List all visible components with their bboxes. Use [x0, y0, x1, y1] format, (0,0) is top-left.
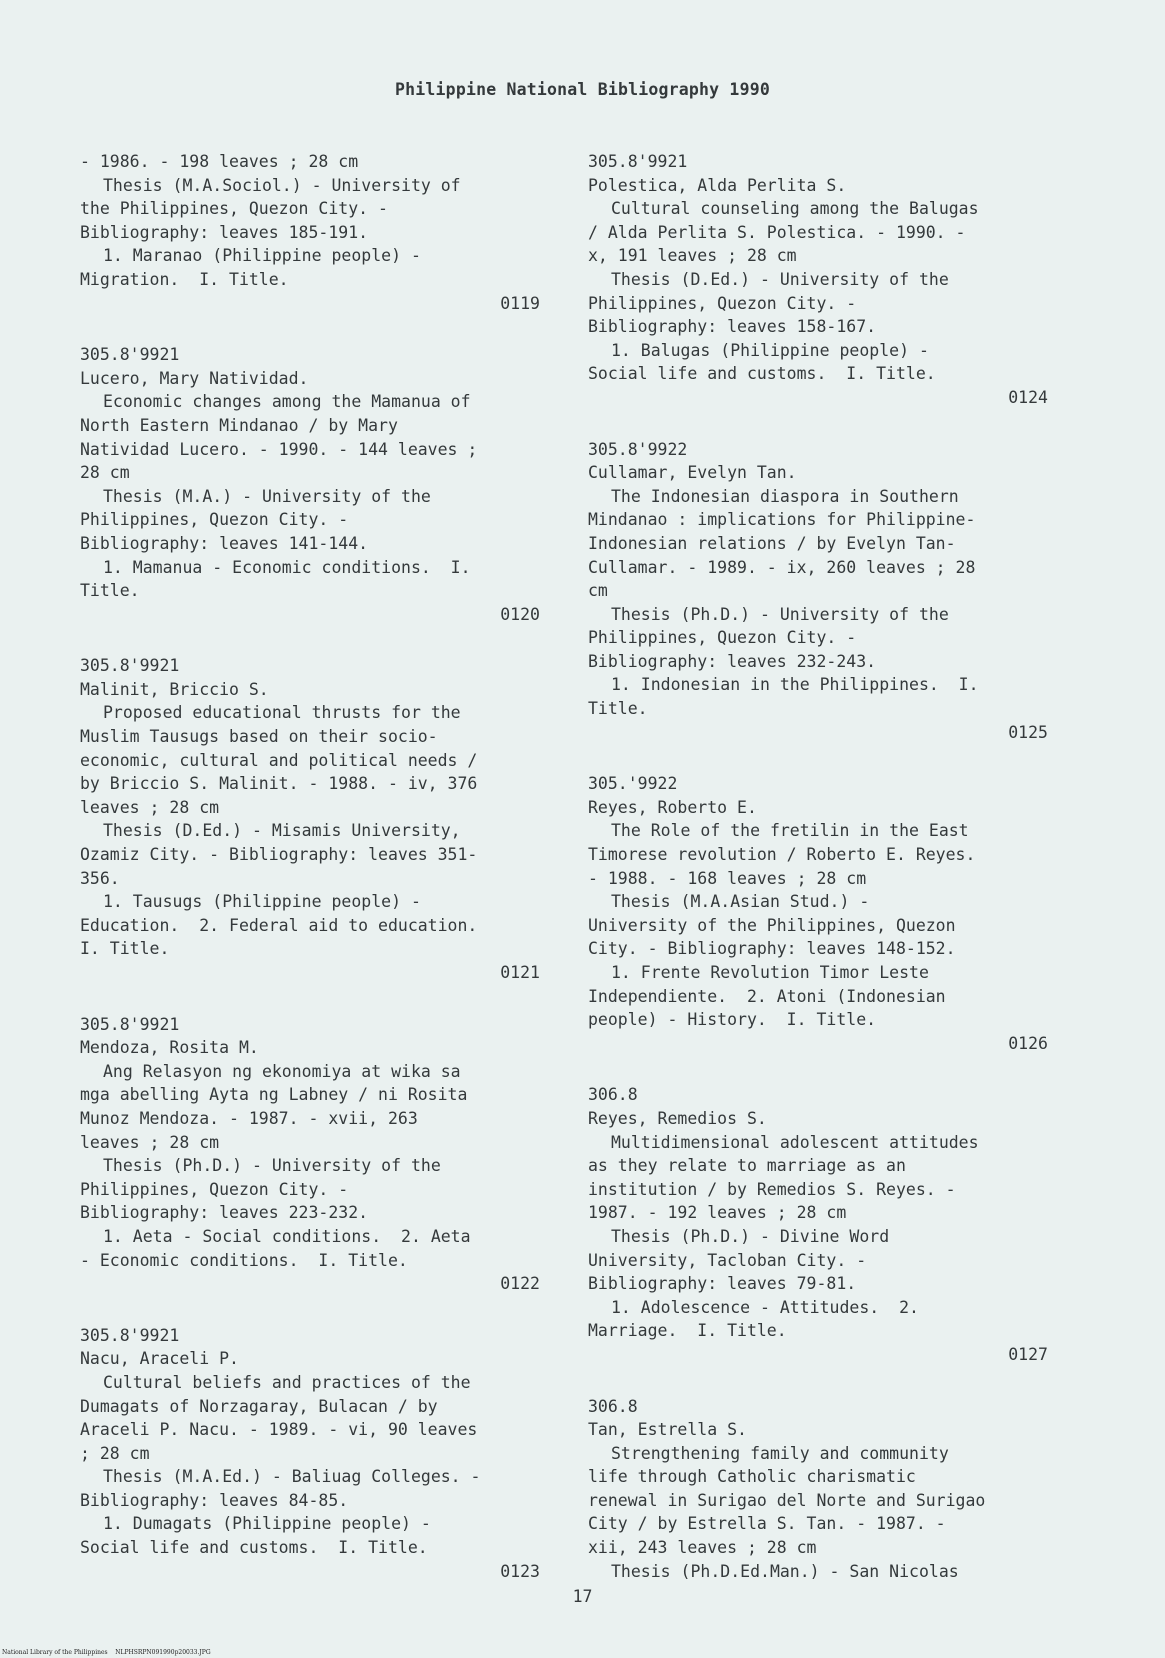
entry-line: Cullamar, Evelyn Tan.: [588, 463, 797, 483]
bibliography-entry: [588, 438, 1048, 745]
entry-line: Thesis (Ph.D.) - University of the: [611, 604, 949, 624]
entry-line: 1987. - 192 leaves ; 28 cm: [588, 1203, 847, 1223]
entry-line: University, Tacloban City. -: [588, 1250, 867, 1270]
entry-line: Reyes, Remedios S.: [588, 1108, 767, 1128]
entry-line: by Briccio S. Malinit. - 1988. - iv, 376: [80, 774, 478, 794]
entry-line: ; 28 cm: [80, 1443, 150, 1463]
entry-line: Natividad Lucero. - 1990. - 144 leaves ;: [80, 439, 478, 459]
entry-line: North Eastern Mindanao / by Mary: [80, 415, 398, 435]
entry-line: Education. 2. Federal aid to education.: [80, 915, 478, 935]
bibliography-entry: [80, 1013, 540, 1296]
entry-line: Lucero, Mary Natividad.: [80, 368, 309, 388]
entry-line: The Indonesian diaspora in Southern: [611, 486, 959, 506]
entry-line: the Philippines, Quezon City. -: [80, 199, 388, 219]
entry-line: Social life and customs. I. Title.: [588, 364, 936, 384]
entry-line: 1. Aeta - Social conditions. 2. Aeta: [103, 1226, 471, 1246]
entry-line: 1. Tausugs (Philippine people) -: [103, 892, 421, 912]
entry-line: Indonesian relations / by Evelyn Tan-: [588, 533, 956, 553]
entry-line: Mendoza, Rosita M.: [80, 1038, 259, 1058]
entry-number: 0120: [500, 604, 540, 624]
entry-line: Bibliography: leaves 158-167.: [588, 317, 877, 337]
entry-line: Muslim Tausugs based on their socio-: [80, 727, 438, 747]
entry-line: Philippines, Quezon City. -: [80, 510, 349, 530]
call-number: 306.8: [588, 1396, 638, 1416]
entry-line: Cultural counseling among the Balugas: [611, 199, 979, 219]
entry-line: 1. Maranao (Philippine people) -: [103, 246, 421, 266]
entry-line: leaves ; 28 cm: [80, 797, 220, 817]
entry-line: Thesis (D.Ed.) - University of the: [611, 269, 949, 289]
entry-line: 1. Balugas (Philippine people) -: [611, 340, 929, 360]
bibliography-entry: [80, 1324, 540, 1584]
entry-line: 1. Mamanua - Economic conditions. I.: [103, 557, 471, 577]
entry-number: 0126: [1008, 1033, 1048, 1053]
entry-line: Cultural beliefs and practices of the: [103, 1372, 471, 1392]
entry-line: Proposed educational thrusts for the: [103, 703, 461, 723]
bibliography-entry: [588, 1083, 1048, 1366]
entry-line: - 1986. - 198 leaves ; 28 cm: [80, 152, 359, 171]
entry-line: Bibliography: leaves 141-144.: [80, 533, 369, 553]
call-number: 305.8'9921: [80, 656, 180, 676]
bibliography-entry: [80, 150, 540, 315]
call-number: 306.8: [588, 1085, 638, 1105]
entry-line: as they relate to marriage as an: [588, 1156, 906, 1176]
entry-line: Thesis (M.A.Asian Stud.) -: [611, 892, 870, 912]
entry-number: 0124: [1008, 387, 1048, 407]
bibliography-entry: [588, 772, 1048, 1055]
entry-line: mga abelling Ayta ng Labney / ni Rosita: [80, 1085, 468, 1105]
entry-line: - Economic conditions. I. Title.: [80, 1250, 408, 1270]
entry-number: 0123: [500, 1561, 540, 1581]
entry-line: Munoz Mendoza. - 1987. - xvii, 263: [80, 1108, 418, 1128]
entry-number: 0125: [1008, 722, 1048, 742]
entry-line: Ozamiz City. - Bibliography: leaves 351-: [80, 845, 478, 865]
entry-line: 356.: [80, 868, 120, 888]
entry-number: 0127: [1008, 1344, 1048, 1364]
entry-line: City / by Estrella S. Tan. - 1987. -: [588, 1514, 946, 1534]
call-number: 305.'9922: [588, 774, 678, 794]
bibliography-entry: [80, 343, 540, 626]
entry-line: Thesis (D.Ed.) - Misamis University,: [103, 821, 461, 841]
entry-line: Bibliography: leaves 185-191.: [80, 222, 369, 242]
entry-line: - 1988. - 168 leaves ; 28 cm: [588, 868, 867, 888]
entry-line: Thesis (Ph.D.) - University of the: [103, 1156, 441, 1176]
entry-line: xii, 243 leaves ; 28 cm: [588, 1538, 817, 1558]
entry-line: Thesis (Ph.D.Ed.Man.) - San Nicolas: [611, 1561, 959, 1581]
entry-line: x, 191 leaves ; 28 cm: [588, 246, 797, 266]
left-column: [80, 150, 540, 1583]
entry-line: Independiente. 2. Atoni (Indonesian: [588, 986, 946, 1006]
entry-line: life through Catholic charismatic: [588, 1467, 916, 1487]
entry-line: I. Title.: [80, 939, 170, 959]
entry-line: University of the Philippines, Quezon: [588, 915, 956, 935]
entry-line: Cullamar. - 1989. - ix, 260 leaves ; 28: [588, 557, 976, 577]
entry-line: Bibliography: leaves 223-232.: [80, 1203, 369, 1223]
entry-line: economic, cultural and political needs /: [80, 750, 478, 770]
entry-line: cm: [588, 581, 608, 601]
entry-line: Malinit, Briccio S.: [80, 679, 269, 699]
entry-number: 0119: [500, 293, 540, 313]
page-number: 17: [572, 1587, 593, 1606]
entry-line: Bibliography: leaves 232-243.: [588, 651, 877, 671]
entry-line: Multidimensional adolescent attitudes: [611, 1132, 979, 1152]
call-number: 305.8'9921: [80, 1325, 180, 1345]
entry-line: The Role of the fretilin in the East: [611, 821, 969, 841]
entry-line: 28 cm: [80, 463, 130, 483]
entry-line: Dumagats of Norzagaray, Bulacan / by: [80, 1396, 438, 1416]
page-title: Philippine National Bibliography 1990: [395, 80, 770, 99]
entry-line: Thesis (M.A.Sociol.) - University of: [103, 175, 461, 195]
entry-line: Migration. I. Title.: [80, 269, 289, 289]
bibliography-entry: [588, 150, 1048, 410]
entry-line: Timorese revolution / Roberto E. Reyes.: [588, 845, 976, 865]
right-column: [588, 150, 1048, 1583]
entry-line: Thesis (M.A.Ed.) - Baliuag Colleges. -: [103, 1467, 481, 1487]
entry-line: Strengthening family and community: [611, 1443, 949, 1463]
entry-number: 0122: [500, 1274, 540, 1294]
entry-line: Polestica, Alda Perlita S.: [588, 175, 847, 195]
entry-line: City. - Bibliography: leaves 148-152.: [588, 939, 956, 959]
entry-line: Reyes, Roberto E.: [588, 797, 757, 817]
entry-line: 1. Dumagats (Philippine people) -: [103, 1514, 431, 1534]
call-number: 305.8'9922: [588, 439, 688, 459]
call-number: 305.8'9921: [80, 1014, 180, 1034]
entry-line: Philippines, Quezon City. -: [588, 628, 857, 648]
entry-line: 1. Frente Revolution Timor Leste: [611, 963, 929, 982]
entry-line: 1. Adolescence - Attitudes. 2.: [611, 1297, 919, 1317]
entry-line: Title.: [80, 581, 140, 601]
entry-line: Marriage. I. Title.: [588, 1321, 787, 1341]
entry-line: Bibliography: leaves 79-81.: [588, 1274, 857, 1294]
bibliography-entry: [588, 1395, 1048, 1584]
bibliography-entry: [80, 654, 540, 984]
entry-line: Economic changes among the Mamanua of: [103, 392, 471, 412]
entry-line: Ang Relasyon ng ekonomiya at wika sa: [103, 1061, 461, 1081]
entry-line: institution / by Remedios S. Reyes. -: [588, 1179, 956, 1199]
entry-line: Philippines, Quezon City. -: [80, 1179, 349, 1199]
entry-line: renewal in Surigao del Norte and Surigao: [588, 1490, 986, 1510]
entry-line: / Alda Perlita S. Polestica. - 1990. -: [588, 222, 966, 242]
entry-line: Social life and customs. I. Title.: [80, 1538, 428, 1558]
entry-line: Thesis (M.A.) - University of the: [103, 486, 431, 506]
entry-line: Tan, Estrella S.: [588, 1420, 747, 1440]
entry-line: Nacu, Araceli P.: [80, 1349, 239, 1369]
entry-line: Araceli P. Nacu. - 1989. - vi, 90 leaves: [80, 1420, 478, 1440]
scan-footer: National Library of the Philippines NLPHSRPN091990p20033.JPG: [2, 1649, 211, 1656]
entry-line: Mindanao : implications for Philippine-: [588, 510, 976, 530]
entry-line: Thesis (Ph.D.) - Divine Word: [611, 1226, 890, 1246]
entry-line: leaves ; 28 cm: [80, 1132, 220, 1152]
call-number: 305.8'9921: [588, 152, 688, 171]
entry-number: 0121: [500, 963, 540, 982]
entry-line: Bibliography: leaves 84-85.: [80, 1490, 349, 1510]
entry-line: Philippines, Quezon City. -: [588, 293, 857, 313]
entry-line: 1. Indonesian in the Philippines. I.: [611, 675, 979, 695]
entry-line: people) - History. I. Title.: [588, 1010, 877, 1030]
call-number: 305.8'9921: [80, 345, 180, 365]
entry-line: Title.: [588, 699, 648, 719]
